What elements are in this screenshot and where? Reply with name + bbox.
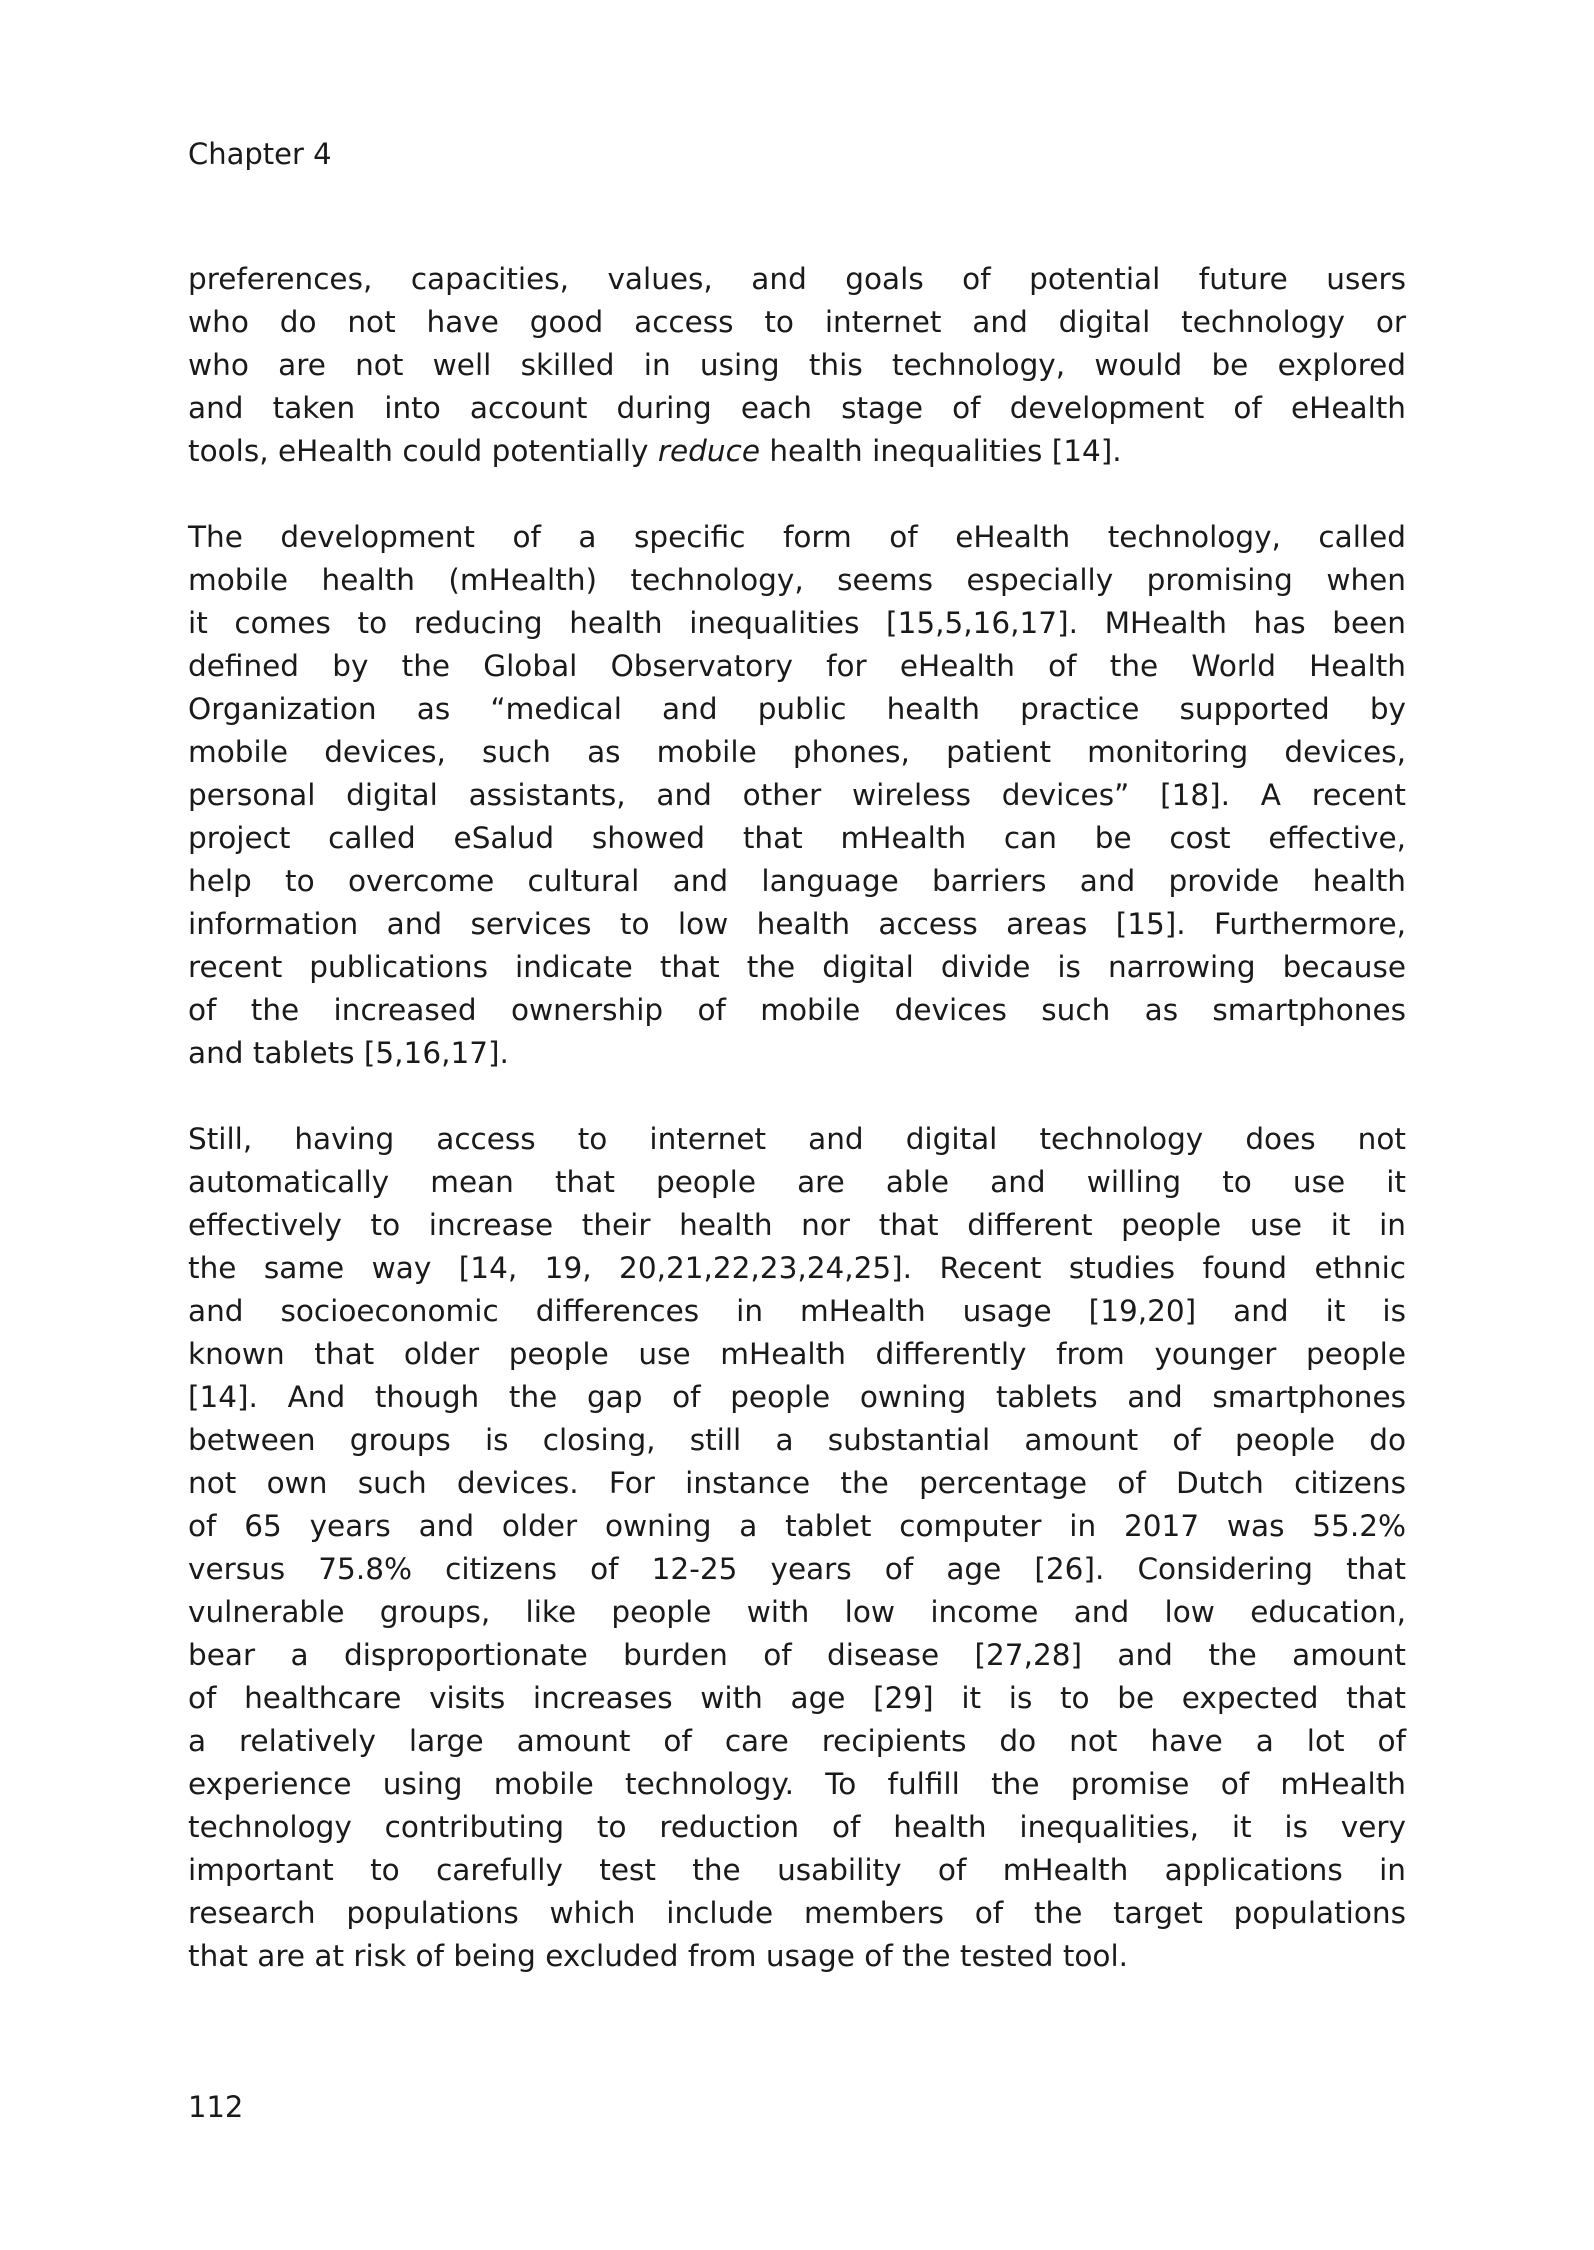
text-line: The development of a specific form of eHealth technology, called bbox=[188, 520, 1406, 554]
text-line: and taken into account during each stage of development of eHealth bbox=[188, 391, 1406, 425]
text-line: Still, having access to internet and digital technology does not bbox=[188, 1122, 1406, 1156]
text-line: recent publications indicate that the digital divide is narrowing because bbox=[188, 950, 1406, 984]
text-line: that are at risk of being excluded from usage of the tested tool. bbox=[188, 1939, 1129, 1973]
text-line: vulnerable groups, like people with low income and low education, bbox=[188, 1595, 1406, 1629]
text-line: defined by the Global Observatory for eHealth of the World Health bbox=[188, 649, 1406, 683]
text-line bbox=[188, 430, 1406, 473]
text-line: of 65 years and older owning a tablet computer in 2017 was 55.2% bbox=[188, 1509, 1406, 1543]
paragraph bbox=[188, 516, 1406, 1075]
page-number: 112 bbox=[188, 2090, 244, 2124]
text-line: Organization as “medical and public health practice supported by bbox=[188, 692, 1406, 726]
text-segment: health inequalities [14]. bbox=[759, 434, 1122, 468]
text-line: of the increased ownership of mobile devices such as smartphones bbox=[188, 993, 1406, 1027]
paragraph bbox=[188, 1118, 1406, 1978]
text-line: the same way [14, 19, 20,21,22,23,24,25]. Recent studies found ethnic bbox=[188, 1251, 1406, 1285]
text-line: a relatively large amount of care recipients do not have a lot of bbox=[188, 1724, 1406, 1758]
text-line: effectively to increase their health nor that different people use it in bbox=[188, 1208, 1406, 1242]
text-line: it comes to reducing health inequalities [15,5,16,17]. MHealth has been bbox=[188, 606, 1406, 640]
text-line: bear a disproportionate burden of disease [27,28] and the amount bbox=[188, 1638, 1406, 1672]
text-line: automatically mean that people are able and willing to use it bbox=[188, 1165, 1406, 1199]
text-line: who do not have good access to internet and digital technology or bbox=[188, 305, 1406, 339]
text-line: information and services to low health access areas [15]. Furthermore, bbox=[188, 907, 1406, 941]
text-line: between groups is closing, still a substantial amount of people do bbox=[188, 1423, 1406, 1457]
text-line: preferences, capacities, values, and goals of potential future users bbox=[188, 262, 1406, 296]
text-line: versus 75.8% citizens of 12-25 years of age [26]. Considering that bbox=[188, 1552, 1406, 1586]
text-line: and tablets [5,16,17]. bbox=[188, 1036, 509, 1070]
text-line: of healthcare visits increases with age [29] it is to be expected that bbox=[188, 1681, 1406, 1715]
emphasized-word: reduce bbox=[657, 434, 760, 468]
text-line: who are not well skilled in using this technology, would be explored bbox=[188, 348, 1406, 382]
text-line: technology contributing to reduction of health inequalities, it is very bbox=[188, 1810, 1406, 1844]
paragraph bbox=[188, 258, 1406, 473]
text-line: mobile health (mHealth) technology, seems especially promising when bbox=[188, 563, 1406, 597]
text-line: personal digital assistants, and other wireless devices” [18]. A recent bbox=[188, 778, 1406, 812]
text-line: known that older people use mHealth differently from younger people bbox=[188, 1337, 1406, 1371]
text-line: research populations which include members of the target populations bbox=[188, 1896, 1406, 1930]
text-line: [14]. And though the gap of people owning tablets and smartphones bbox=[188, 1380, 1406, 1414]
text-line: and socioeconomic differences in mHealth usage [19,20] and it is bbox=[188, 1294, 1406, 1328]
text-line: mobile devices, such as mobile phones, patient monitoring devices, bbox=[188, 735, 1406, 769]
running-header: Chapter 4 bbox=[188, 137, 332, 171]
text-segment: tools, eHealth could potentially bbox=[188, 434, 658, 468]
text-line: not own such devices. For instance the percentage of Dutch citizens bbox=[188, 1466, 1406, 1500]
text-line: important to carefully test the usability of mHealth applications in bbox=[188, 1853, 1406, 1887]
text-line: experience using mobile technology. To fulfill the promise of mHealth bbox=[188, 1767, 1406, 1801]
text-line: project called eSalud showed that mHealth can be cost effective, bbox=[188, 821, 1406, 855]
body-text bbox=[188, 258, 1406, 2021]
text-line: help to overcome cultural and language barriers and provide health bbox=[188, 864, 1406, 898]
